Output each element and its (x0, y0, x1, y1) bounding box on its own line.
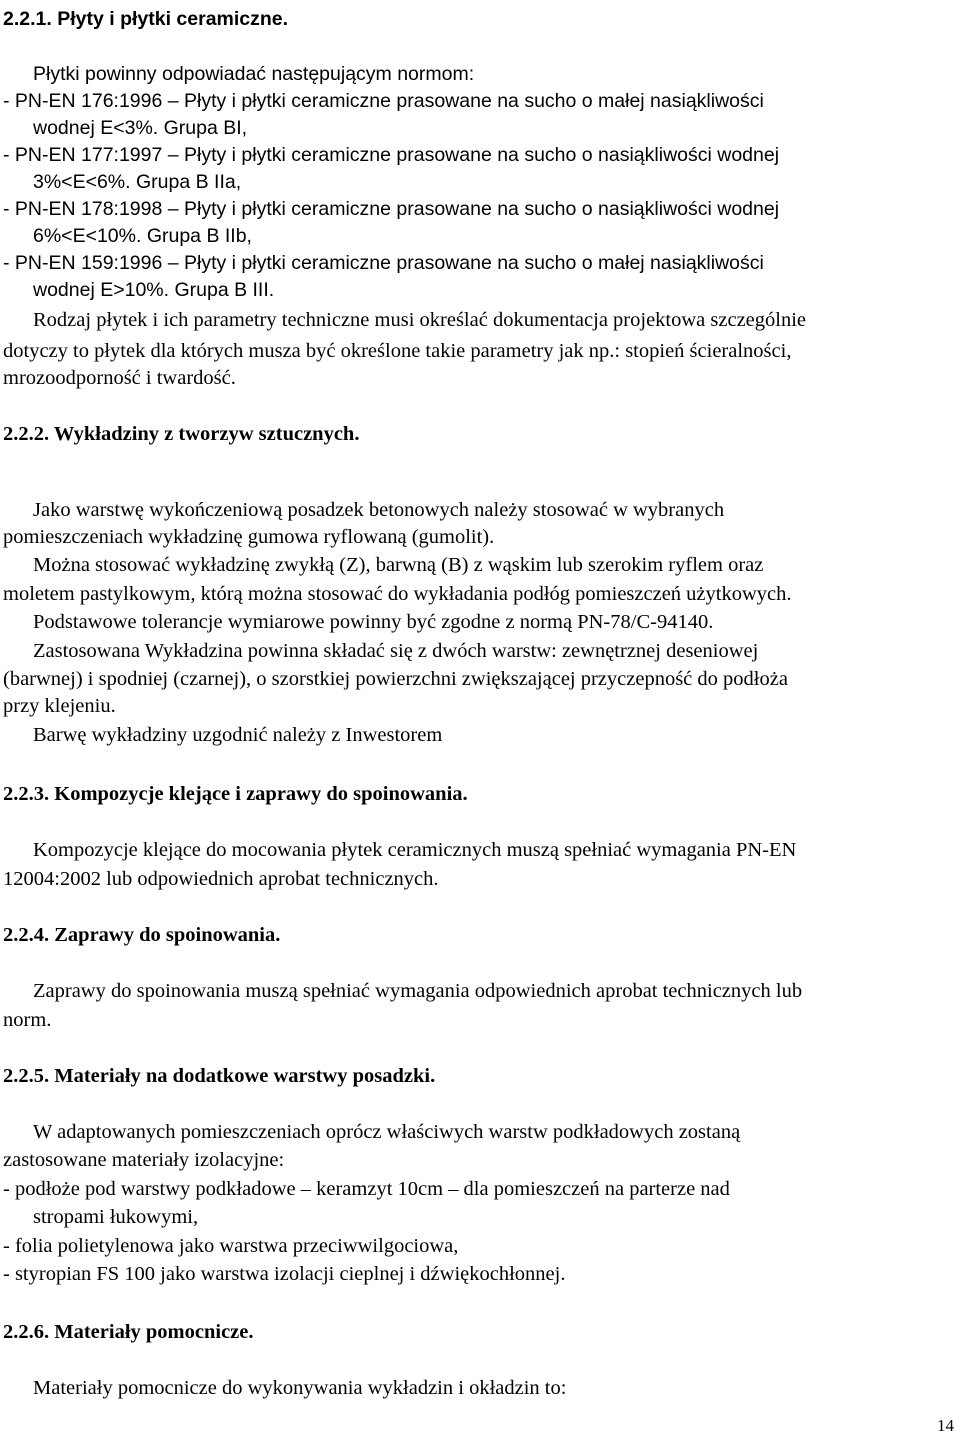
section-heading-2-2-5: 2.2.5. Materiały na dodatkowe warstwy posadzki. (3, 1065, 436, 1087)
paragraph-line: dotyczy to płytek dla których musza być określone takie parametry jak np.: stopień ścieralności, (3, 340, 792, 362)
paragraph-line: zastosowane materiały izolacyjne: (3, 1149, 285, 1171)
section-heading-2-2-3: 2.2.3. Kompozycje klejące i zaprawy do spoinowania. (3, 783, 468, 805)
list-line: - PN-EN 178:1998 – Płyty i płytki ceramiczne prasowane na sucho o nasiąkliwości wodnej (3, 198, 780, 220)
list-line: 6%<E<10%. Grupa B IIb, (33, 225, 252, 247)
section-heading-2-2-1: 2.2.1. Płyty i płytki ceramiczne. (3, 8, 289, 30)
list-line: - styropian FS 100 jako warstwa izolacji cieplnej i dźwiękochłonnej. (3, 1263, 566, 1285)
list-line: wodnej E>10%. Grupa B III. (33, 279, 275, 301)
list-line: - podłoże pod warstwy podkładowe – keramzyt 10cm – dla pomieszczeń na parterze nad (3, 1178, 730, 1200)
paragraph-line: Zastosowana Wykładzina powinna składać się z dwóch warstw: zewnętrznej deseniowej (33, 640, 759, 662)
list-line: - PN-EN 159:1996 – Płyty i płytki ceramiczne prasowane na sucho o małej nasiąkliwości (3, 252, 764, 274)
paragraph-line: Barwę wykładziny uzgodnić należy z Inwestorem (33, 724, 443, 746)
paragraph-line: przy klejeniu. (3, 695, 116, 717)
list-line: - PN-EN 176:1996 – Płyty i płytki ceramiczne prasowane na sucho o małej nasiąkliwości (3, 90, 764, 112)
paragraph-line: pomieszczeniach wykładzinę gumowa ryflowaną (gumolit). (3, 526, 495, 548)
paragraph-line: Rodzaj płytek i ich parametry techniczne musi określać dokumentacja projektowa szczególnie (33, 309, 807, 331)
page-number: 14 (937, 1416, 954, 1435)
section-heading-2-2-4: 2.2.4. Zaprawy do spoinowania. (3, 924, 281, 946)
list-line: 3%<E<6%. Grupa B IIa, (33, 171, 242, 193)
paragraph-line: W adaptowanych pomieszczeniach oprócz właściwych warstw podkładowych zostaną (33, 1121, 741, 1143)
paragraph-line: Kompozycje klejące do mocowania płytek ceramicznych muszą spełniać wymagania PN-EN (33, 839, 797, 861)
list-line: wodnej E<3%. Grupa BI, (33, 117, 248, 139)
list-line: - folia polietylenowa jako warstwa przeciwwilgociowa, (3, 1235, 459, 1257)
paragraph-line: Materiały pomocnicze do wykonywania wykładzin i okładzin to: (33, 1377, 567, 1399)
paragraph-line: norm. (3, 1009, 52, 1031)
paragraph-line: 12004:2002 lub odpowiednich aprobat technicznych. (3, 868, 439, 890)
paragraph-line: moletem pastylkowym, którą można stosować do wykładania podłóg pomieszczeń użytkowych. (3, 583, 792, 605)
paragraph-line: Podstawowe tolerancje wymiarowe powinny być zgodne z normą PN-78/C-94140. (33, 611, 714, 633)
paragraph-line: Zaprawy do spoinowania muszą spełniać wymagania odpowiednich aprobat technicznych lub (33, 980, 803, 1002)
paragraph-line: Można stosować wykładzinę zwykłą (Z), barwną (B) z wąskim lub szerokim ryflem oraz (33, 554, 764, 576)
paragraph-line: Jako warstwę wykończeniową posadzek betonowych należy stosować w wybranych (33, 499, 725, 521)
section-heading-2-2-2: 2.2.2. Wykładziny z tworzyw sztucznych. (3, 423, 360, 445)
paragraph-line: mrozoodporność i twardość. (3, 367, 236, 389)
list-line: - PN-EN 177:1997 – Płyty i płytki ceramiczne prasowane na sucho o nasiąkliwości wodnej (3, 144, 780, 166)
section-heading-2-2-6: 2.2.6. Materiały pomocnicze. (3, 1321, 254, 1343)
list-line: stropami łukowymi, (33, 1206, 199, 1228)
intro-text: Płytki powinny odpowiadać następującym normom: (33, 63, 475, 85)
paragraph-line: (barwnej) i spodniej (czarnej), o szorstkiej powierzchni zwiększającej przyczepność do podłoża (3, 668, 788, 690)
